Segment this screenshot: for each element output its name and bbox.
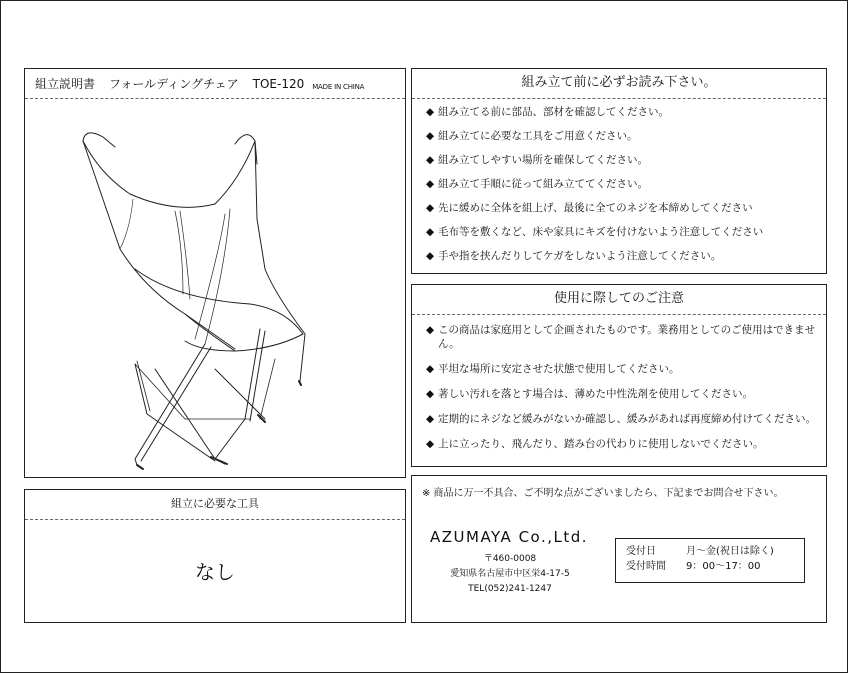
list-item: ◆ 組み立てしやすい場所を確保してください。: [426, 154, 648, 166]
list-item: ◆ この商品は家庭用として企画されたものです。業務用としてのご使用はできません。: [426, 324, 816, 350]
list-item: ◆ 組み立て手順に従って組み立ててください。: [426, 178, 648, 190]
business-time-row: [626, 559, 804, 574]
bullet-icon: ◆: [426, 363, 435, 375]
tools-panel: [24, 489, 406, 623]
product-origin: MADE IN CHINA: [312, 82, 365, 91]
list-item: ◆ 平坦な場所に安定させた状態で使用してください。: [426, 363, 680, 375]
product-doc-title: 組立説明書: [35, 77, 96, 91]
product-panel: [24, 68, 406, 478]
business-days-row: [626, 544, 804, 559]
tools-title: 組立に必要な工具: [25, 490, 405, 520]
list-item: ◆ 定期的にネジなど緩みがないか確認し、緩みがあれば再度締め付けてください。: [426, 413, 816, 425]
list-item: ◆ 組み立てる前に部品、部材を確認してください。: [426, 106, 669, 118]
bullet-icon: ◆: [426, 106, 435, 118]
bullet-icon: ◆: [426, 130, 435, 142]
bullet-icon: ◆: [426, 154, 435, 166]
list-item: ◆ 組み立てに必要な工具をご用意ください。: [426, 130, 638, 142]
bullet-icon: ◆: [426, 324, 435, 336]
contact-note: ※ 商品に万一不具合、ご不明な点がございましたら、下記までお問合せ下さい。: [422, 488, 784, 499]
tools-value: なし: [195, 560, 235, 584]
list-item: ◆ 手や指を挟んだりしてケガをしないよう注意してください。: [426, 250, 722, 262]
product-name: フォールディングチェア: [109, 77, 239, 91]
product-header: [25, 69, 405, 99]
product-code: TOE-120: [252, 76, 305, 91]
bullet-icon: ◆: [426, 202, 435, 214]
usage-cautions-panel: [411, 284, 827, 467]
bullet-icon: ◆: [426, 388, 435, 400]
usage-cautions-title: 使用に際してのご注意: [412, 285, 826, 315]
company-name: AZUMAYA Co.,Ltd.: [430, 528, 589, 546]
list-item: ◆ 著しい汚れを落とす場合は、薄めた中性洗剤を使用してください。: [426, 388, 753, 400]
business-days-value: 月～金(祝日は除く): [686, 546, 774, 557]
company-address-block: [440, 552, 580, 597]
pre-assembly-title: 組み立て前に必ずお読み下さい。: [412, 69, 826, 99]
phone-number: TEL(052)241-1247: [468, 584, 552, 594]
contact-panel: [411, 475, 827, 623]
list-item: ◆ 先に緩めに全体を組上げ、最後に全てのネジを本締めしてください: [426, 202, 753, 214]
usage-cautions-list: [412, 315, 826, 451]
bullet-icon: ◆: [426, 438, 435, 450]
business-hours-box: [615, 538, 805, 583]
business-days-label: 受付日: [626, 546, 656, 557]
business-time-value: 9：00～17：00: [686, 561, 761, 572]
list-item: ◆ 上に立ったり、飛んだり、踏み台の代わりに使用しないでください。: [426, 438, 764, 450]
pre-assembly-list: [412, 99, 826, 263]
business-time-label: 受付時間: [626, 561, 666, 572]
street-address: 愛知県名古屋市中区栄4-17-5: [450, 569, 570, 579]
postal-code: 〒460-0008: [483, 554, 537, 564]
chair-illustration: [75, 119, 385, 484]
pre-assembly-panel: [411, 68, 827, 274]
bullet-icon: ◆: [426, 178, 435, 190]
bullet-icon: ◆: [426, 413, 435, 425]
bullet-icon: ◆: [426, 250, 435, 262]
bullet-icon: ◆: [426, 226, 435, 238]
list-item: ◆ 毛布等を敷くなど、床や家具にキズを付けないよう注意してください: [426, 226, 764, 238]
